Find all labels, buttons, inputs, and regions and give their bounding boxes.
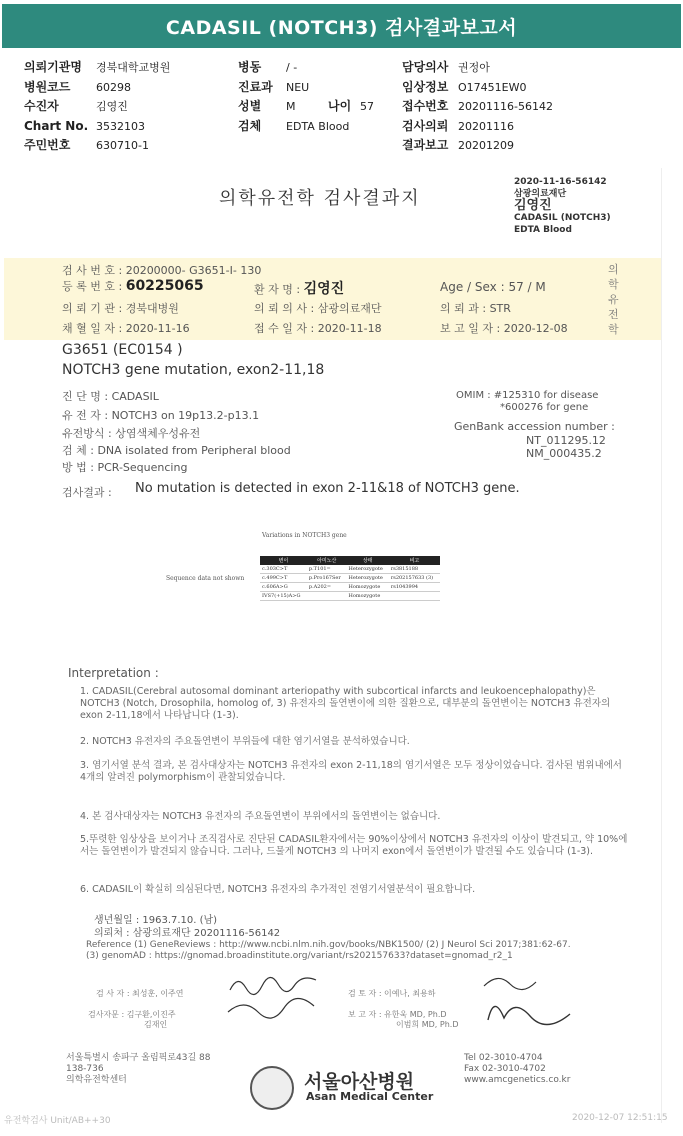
stamp-lab: 삼광의료재단 [514, 189, 567, 199]
signer-reporter: 보 고 자 : 유한욱 MD, Ph.D [348, 1010, 447, 1019]
interpretation-item: 1. CADASIL(Cerebral autosomal dominant arteriopathy with subcortical infarcts and leukoencephalopathy)은 NOTCH3 (Notch, Drosophila, homolog of, 3) 유전자의 돌연변이에 의한 질환으로, 대부분의 돌연변이는 NOTCH3 유전자의 exon 2-11,18에서 나타납니다 (1-3). [80, 686, 611, 721]
inheritance: 유전방식 : 상염색체우성유전 [62, 427, 201, 440]
table-cell: rs3815188 [389, 565, 440, 574]
report-heading: 의학유전학 검사결과지 [219, 188, 421, 209]
gene: 유 전 자 : NOTCH3 on 19p13.2-p13.1 [62, 409, 260, 422]
reg-number: 60225065 [125, 278, 204, 294]
signer-advisor: 검사자문 : 김구환,이진주 [88, 1010, 176, 1019]
stamp-test: CADASIL (NOTCH3) [514, 213, 611, 223]
contact-block [464, 1053, 570, 1086]
requesting-institution: 의 뢰 기 관 : 경북대병원 [62, 302, 179, 315]
label-report-date: 결과보고 [402, 138, 449, 152]
table-row [260, 592, 440, 601]
interpretation-item: 3. 염기서열 분석 결과, 본 검사대상자는 NOTCH3 유전자의 exon 2-11,18의 염기서열은 모두 정상이었습니다. 검사된 범위내에서 4개의 알려진 polymorphism이 관찰되었습니다. [80, 760, 622, 783]
website: www.amcgenetics.co.kr [464, 1075, 571, 1085]
reference: Reference (1) GeneReviews : http://www.ncbi.nlm.nih.gov/books/NBK1500/ (2) J Neurol Sci 2017;381:62-67. (3) genomAD : https://gnomad.broadinstitute.org/variant/rs202157633?dataset=gnomad_r2_1 [86, 940, 571, 961]
stamp-specimen: EDTA Blood [514, 225, 572, 235]
address-zip: 138-736 [66, 1064, 104, 1074]
requesting-dept: 의 뢰 과 : STR [440, 302, 511, 315]
hospital-name-kr: 서울아산병원 [304, 1071, 415, 1093]
variation-table [260, 556, 440, 601]
unit-stamp: 유전학검사 Unit/AB++30 [4, 1116, 111, 1126]
requester: 의뢰처 : 삼광의료재단 20201116-56142 [94, 928, 281, 939]
table-row [260, 565, 440, 574]
tel: Tel 02-3010-4704 [464, 1053, 543, 1063]
variation-header-row [260, 556, 440, 565]
table-cell: rs1043994 [389, 583, 440, 592]
label-ward: 병동 [238, 60, 262, 74]
table-cell: rs202157633 (3) [389, 574, 440, 583]
variation-title: Variations in NOTCH3 gene [262, 532, 347, 539]
value-age: 57 [360, 100, 374, 113]
value-specimen: EDTA Blood [286, 119, 350, 133]
report-title: CADASIL (NOTCH3) 검사결과보고서 [165, 16, 518, 39]
genbank-nm: NM_000435.2 [526, 447, 602, 460]
value-sex: M [286, 100, 296, 113]
address-center: 의학유전학센터 [66, 1075, 127, 1085]
report-title-bar [2, 4, 681, 48]
meta-col-2 [238, 58, 374, 136]
value-hospital-code: 60298 [96, 80, 131, 94]
label-age: 나이 [328, 99, 352, 113]
table-cell: IVS7(+15)A>G [260, 592, 307, 601]
signature-image [224, 968, 334, 1028]
table-row [260, 583, 440, 592]
stamp-name: 김영진 [514, 198, 552, 213]
table-cell: p.T101= [307, 565, 347, 574]
omim-gene: *600276 for gene [500, 402, 589, 413]
test-number: 검 사 번 호 : 20200000- G3651-I- 130 [62, 264, 262, 277]
label-sex: 성별 [238, 99, 262, 113]
table-row [260, 574, 440, 583]
value-patient: 김영진 [96, 100, 128, 113]
table-cell: c.303C>T [260, 565, 307, 574]
value-request-date: 20201116 [458, 119, 514, 133]
reg-label: 등 록 번 호 : [62, 280, 123, 293]
table-cell: Heterozygote [347, 565, 389, 574]
label-request-date: 검사의뢰 [402, 118, 449, 133]
method: 방 법 : PCR-Sequencing [62, 461, 188, 474]
interpretation-item: 2. NOTCH3 유전자의 주요돌연변이 부위들에 대한 염기서열을 분석하였습니다. [80, 736, 410, 747]
value-clinical-info: O17451EW0 [458, 80, 527, 94]
genbank-label: GenBank accession number : [454, 420, 615, 433]
interpretation-title: Interpretation : [68, 666, 159, 680]
label-resident-no: 주민번호 [24, 138, 71, 152]
signer-advisor-2: 김재인 [144, 1020, 168, 1029]
diagnosis: 진 단 명 : CADASIL [62, 390, 159, 403]
interpretation-item: 6. CADASIL이 확실히 의심된다면, NOTCH3 유전자의 추가적인 전염기서열분석이 필요합니다. [80, 884, 476, 895]
variation-header: 비고 [389, 556, 440, 565]
value-chart-no: 3532103 [96, 119, 145, 133]
label-dept: 진료과 [238, 79, 273, 94]
fax: Fax 02-3010-4702 [464, 1064, 546, 1074]
interpretation-item: 5.뚜렷한 임상상을 보이거나 조직검사로 진단된 CADASIL환자에서는 90%이상에서 NOTCH3 유전자의 이상이 발견되고, 약 10%에서는 돌연변이가 발견되지 않습니다. 그러나, 드물게 NOTCH3 의 나머지 exon에서 돌연변이가 발견될 수도 있습니다 (1-3). [80, 834, 628, 857]
report-date: 보 고 일 자 : 2020-12-08 [440, 322, 568, 335]
lab-stamp [514, 176, 611, 236]
label-chart-no: Chart No. [24, 118, 89, 133]
sequence-note: Sequence data not shown [166, 575, 245, 582]
omim-disease: OMIM : #125310 for disease [456, 390, 599, 401]
meta-col-1 [24, 58, 170, 156]
test-name: NOTCH3 gene mutation, exon2-11,18 [62, 362, 325, 378]
stamp-date: 2020-11-16-56142 [514, 177, 607, 187]
variation-header: 아미노산 [307, 556, 347, 565]
meta-col-3 [402, 58, 553, 156]
value-institution: 경북대학교병원 [96, 61, 171, 74]
variation-header: 상태 [347, 556, 389, 565]
address-block [66, 1053, 211, 1086]
birth-date: 생년월일 : 1963.7.10. (남) [94, 915, 218, 926]
vertical-label: 의학유전학 [608, 263, 619, 336]
signer-tester: 검 사 자 : 최성훈, 이주연 [96, 989, 184, 998]
value-resident-no: 630710-1 [96, 139, 149, 152]
hospital-logo-icon [250, 1066, 294, 1110]
patient-label: 환 자 명 : [254, 283, 301, 296]
value-accession: 20201116-56142 [458, 100, 553, 113]
value-report-date: 20201209 [458, 139, 514, 152]
patient-name: 김영진 [303, 281, 345, 297]
table-cell: Homozygote [347, 592, 389, 601]
table-cell: p.A202= [307, 583, 347, 592]
label-institution: 의뢰기관명 [24, 60, 82, 74]
table-cell: Homozygote [347, 583, 389, 592]
requesting-doctor: 의 뢰 의 사 : 삼광의료재단 [254, 302, 382, 315]
signature-image-2 [474, 968, 584, 1038]
age-sex: Age / Sex : 57 / M [440, 280, 546, 294]
label-clinical-info: 임상정보 [402, 79, 449, 94]
address-line: 서울특별시 송파구 올림픽로43길 88 [66, 1053, 211, 1063]
specimen-type: 검 체 : DNA isolated from Peripheral blood [62, 444, 291, 457]
table-cell: c.606A>G [260, 583, 307, 592]
signer-reporter-2: 이범희 MD, Ph.D [396, 1020, 459, 1029]
label-patient: 수진자 [24, 99, 59, 113]
receive-date: 접 수 일 자 : 2020-11-18 [254, 322, 382, 335]
value-doctor: 권정아 [458, 61, 490, 74]
interpretation-item: 4. 본 검사대상자는 NOTCH3 유전자의 주요돌연변이 부위에서의 돌연변이는 없습니다. [80, 811, 441, 822]
value-dept: NEU [286, 80, 310, 94]
table-cell: c.499C>T [260, 574, 307, 583]
table-cell: p.Pro167Ser [307, 574, 347, 583]
variation-header: 변이 [260, 556, 307, 565]
patient-info-block [4, 258, 661, 340]
label-doctor: 담당의사 [402, 60, 449, 74]
print-timestamp: 2020-12-07 12:51:15 [572, 1113, 668, 1123]
label-hospital-code: 병원코드 [24, 79, 71, 94]
result-text: No mutation is detected in exon 2-11&18 of NOTCH3 gene. [135, 481, 520, 496]
table-cell [389, 592, 440, 601]
signer-reviewer: 검 토 자 : 이예나, 최용하 [348, 989, 436, 998]
result-label: 검사결과 : [62, 486, 112, 499]
table-cell: Heterozygote [347, 574, 389, 583]
table-cell [307, 592, 347, 601]
genbank-nt: NT_011295.12 [526, 434, 606, 447]
value-ward: / - [286, 61, 298, 74]
draw-date: 채 혈 일 자 : 2020-11-16 [62, 322, 190, 335]
scanned-report [4, 168, 662, 1123]
hospital-name-en: Asan Medical Center [306, 1090, 434, 1103]
label-accession: 접수번호 [402, 99, 449, 113]
label-specimen: 검체 [238, 118, 262, 133]
test-code: G3651 (EC0154 ) [62, 342, 183, 358]
